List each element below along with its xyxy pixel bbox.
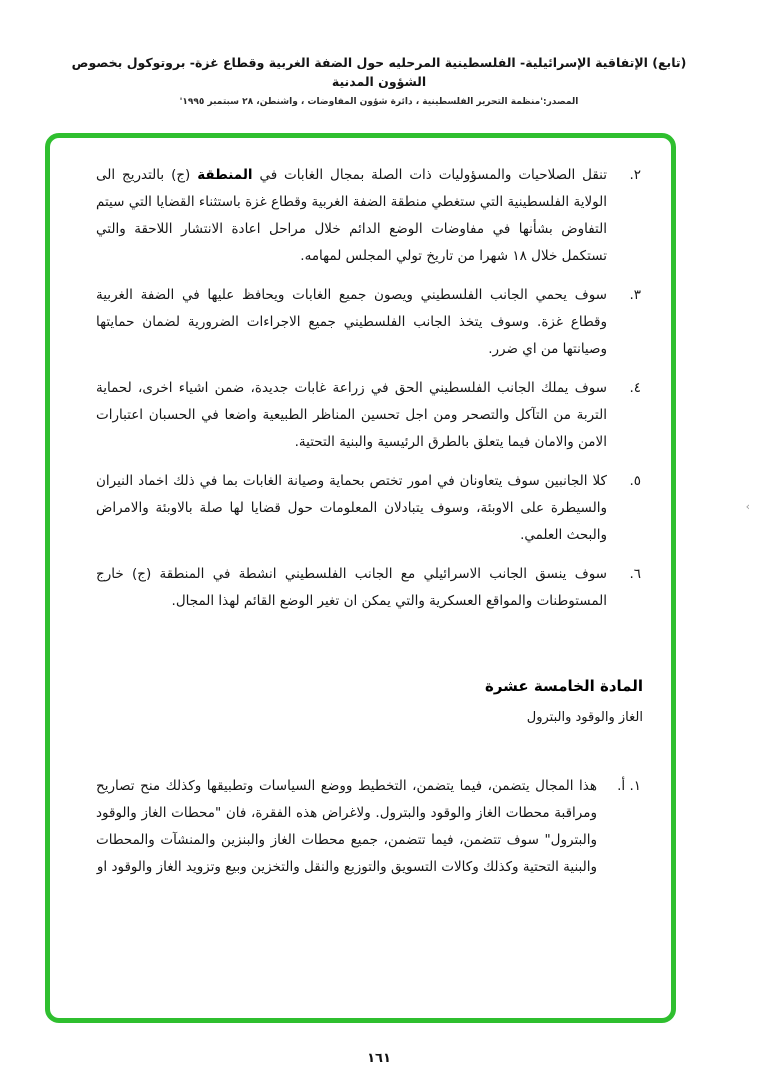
item-number: ٥. <box>629 473 641 489</box>
list-item-4 <box>96 375 643 456</box>
item-text: سوف ينسق الجانب الاسرائيلي مع الجانب الفلسطيني انشطة في المنطقة (ج) خارج المستوطنات والمواقع العسكرية والتي يمكن ان تغير الوضع القائم لهذا المجال. <box>96 566 607 609</box>
item-text: سوف يحمي الجانب الفلسطيني ويصون جميع الغابات ويحافظ عليها في الضفة الغربية وقطاع غزة. وسوف يتخذ الجانب الفلسطيني جميع الاجراءات الضرورية لضمان حمايتها وصيانتها من اي ضرر. <box>96 287 607 357</box>
section-heading: المادة الخامسة عشرة <box>484 677 643 695</box>
document-header <box>0 54 758 107</box>
body-text <box>96 162 643 881</box>
item-number: ٤. <box>629 380 641 396</box>
list-item-6 <box>96 561 643 615</box>
highlighted-word: المنطقة <box>197 167 253 183</box>
item-number: ٦. <box>629 566 641 582</box>
document-source-line: المصدر:'منظمة التحرير الفلسطينية ، دائرة شؤون المفاوضات ، واشنطن، ٢٨ سبتمبر ١٩٩٥' <box>179 96 579 107</box>
item-text-part: تنقل الصلاحيات والمسؤوليات ذات الصلة بمجال الغابات في <box>252 167 607 183</box>
page-number: ١٦١ <box>367 1051 391 1066</box>
item-number: ١. أ. <box>617 778 641 794</box>
item-text-part: (ج) بالتدريج الى الولاية الفلسطينية التي ستغطي منطقة الضفة الغربية وقطاع غزة باستثناء القضايا التي سيتم التفاوض بشأنها في مفاوضات الوضع الدائم خلال مراحل اعادة الانتشار اللاحقة والتي تستكمل خلال ١٨ شهرا من تاريخ تولي المجلس لمهامه. <box>96 167 607 264</box>
item-number: ٣. <box>629 287 641 303</box>
scan-artifact: ‹ <box>745 500 750 513</box>
list-item-3 <box>96 282 643 363</box>
list-item-1a <box>96 773 643 881</box>
section-subheading: الغاز والوقود والبترول <box>526 710 643 725</box>
page-footer <box>0 1047 758 1066</box>
item-number: ٢. <box>629 167 641 183</box>
item-text: كلا الجانبين سوف يتعاونان في امور تختص بحماية وصيانة الغابات بما في ذلك اخماد النيران والسيطرة على الاوبئة، وسوف يتبادلان المعلومات حول قضايا لها صلة بالاوبئة والامراض والبحث العلمي. <box>96 473 607 543</box>
highlight-box <box>45 133 676 1023</box>
document-title: (تابع) الإتفاقية الإسرائيلية- الفلسطينية المرحليه حول الضفة الغربية وقطاع غزة- بروتوكول بخصوص الشؤون المدنية <box>71 55 687 89</box>
list-item-5 <box>96 468 643 549</box>
item-text <box>96 167 607 264</box>
item-text: سوف يملك الجانب الفلسطيني الحق في زراعة غابات جديدة، ضمن اشياء اخرى، لحماية التربة من التآكل والتصحر ومن اجل تحسين المناظر الطبيعية واضعا في الحسبان اعتبارات الامن والامان فيما يتعلق بالطرق الرئيسية والبنية التحتية. <box>96 380 607 450</box>
list-item-2 <box>96 162 643 270</box>
item-text: هذا المجال يتضمن، فيما يتضمن، التخطيط ووضع السياسات وتطبيقها وكذلك منح تصاريح ومراقبة محطات الغاز والوقود والبترول. ولاغراض هذه الفقرة، فان "محطات الغاز والوقود والبترول" سوف تتضمن، فيما تتضمن، جميع محطات الغاز والبنزين والمنشآت والمحطات والبنية التحتية وكذلك وكالات التسويق والتوزيع والنقل والتخزين وبيع وتزويد الغاز والوقود او <box>96 778 597 875</box>
